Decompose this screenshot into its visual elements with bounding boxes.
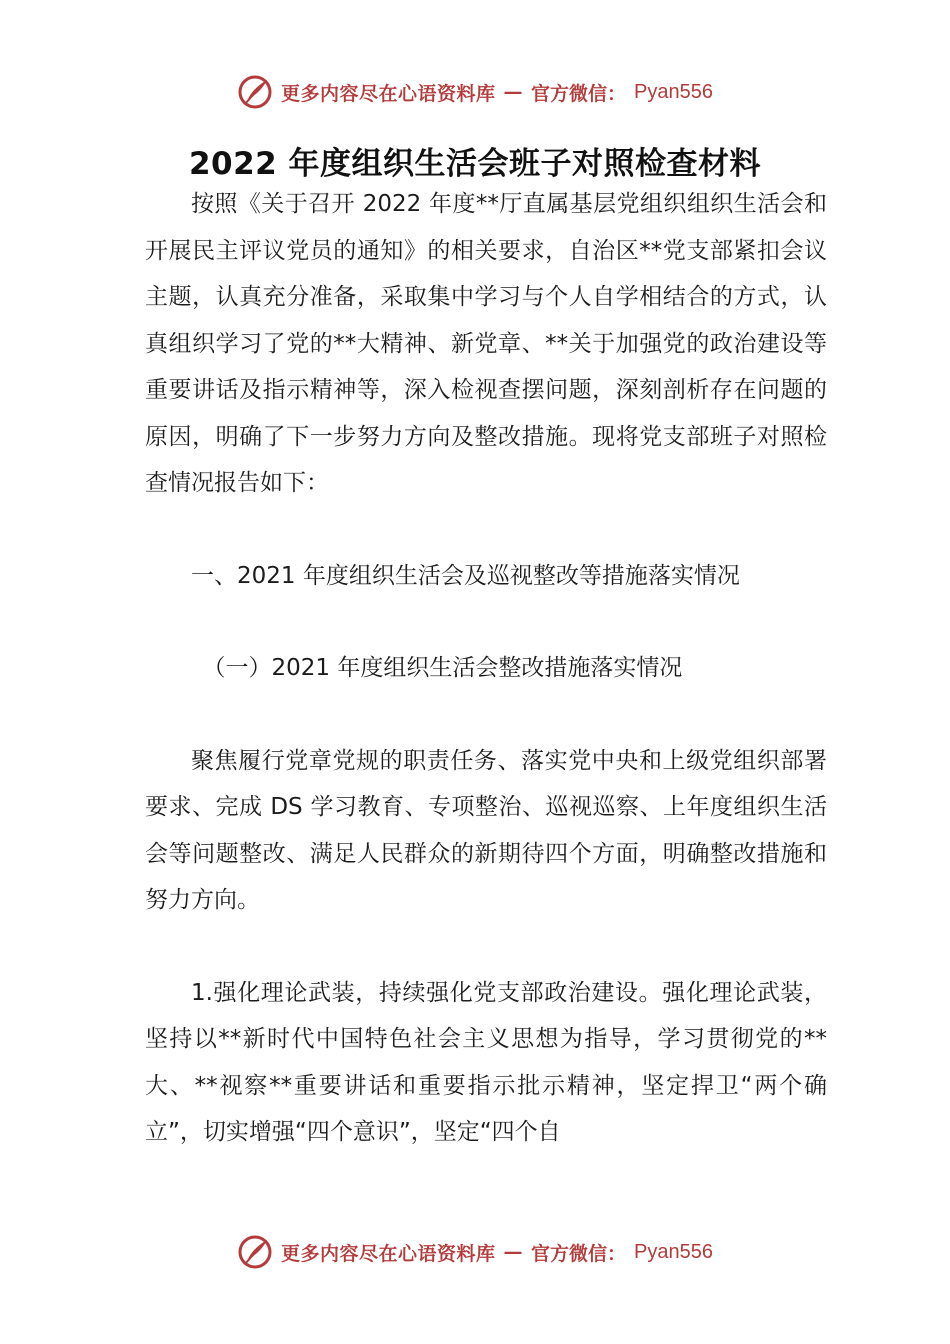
banner-separator: — xyxy=(503,81,524,103)
paragraph-item-1: 1.强化理论武装，持续强化党支部政治建设。强化理论武装，坚持以**新时代中国特色社会主义思想为指导，学习贯彻党的**大、**视察**重要讲话和重要指示批示精神，坚定捍卫“两个确立”，切实增强“四个意识”，坚定“四个自 xyxy=(145,979,827,1145)
banner-site-text: 更多内容尽在心语资料库 xyxy=(281,82,496,105)
feather-pen-logo-icon xyxy=(237,1234,273,1270)
document-body xyxy=(145,181,827,1156)
paragraph-focus: 聚焦履行党章党规的职责任务、落实党中央和上级党组织部署要求、完成 DS 学习教育、专项整治、巡视巡察、上年度组织生活会等问题整改、满足人民群众的新期待四个方面，明确整改措施和努力方向。 xyxy=(145,747,827,913)
subsection-heading-1: （一）2021 年度组织生活会整改措施落实情况 xyxy=(202,655,683,681)
banner-wechat-id: Pyan556 xyxy=(634,1240,713,1263)
header-banner xyxy=(0,72,950,112)
banner-wechat-label: 官方微信： xyxy=(531,82,627,105)
banner-wechat-id: Pyan556 xyxy=(634,80,713,103)
paragraph-intro: 按照《关于召开 2022 年度**厅直属基层党组织组织生活会和开展民主评议党员的通知》的相关要求，自治区**党支部紧扣会议主题，认真充分准备，采取集中学习与个人自学相结合的方式，认真组织学习了党的**大精神、新党章、**关于加强党的政治建设等重要讲话及指示精神等，深入检视查摆问题，深刻剖析存在问题的原因，明确了下一步努力方向及整改措施。现将党支部班子对照检查情况报告如下： xyxy=(145,191,827,496)
banner-wechat-label: 官方微信： xyxy=(531,1242,627,1265)
footer-banner xyxy=(0,1232,950,1272)
banner-separator: — xyxy=(503,1241,524,1263)
document-title: 2022 年度组织生活会班子对照检查材料 xyxy=(188,146,762,182)
feather-pen-logo-icon xyxy=(237,74,273,110)
section-heading-1: 一、2021 年度组织生活会及巡视整改等措施落实情况 xyxy=(191,562,740,589)
banner-site-text: 更多内容尽在心语资料库 xyxy=(281,1242,496,1265)
